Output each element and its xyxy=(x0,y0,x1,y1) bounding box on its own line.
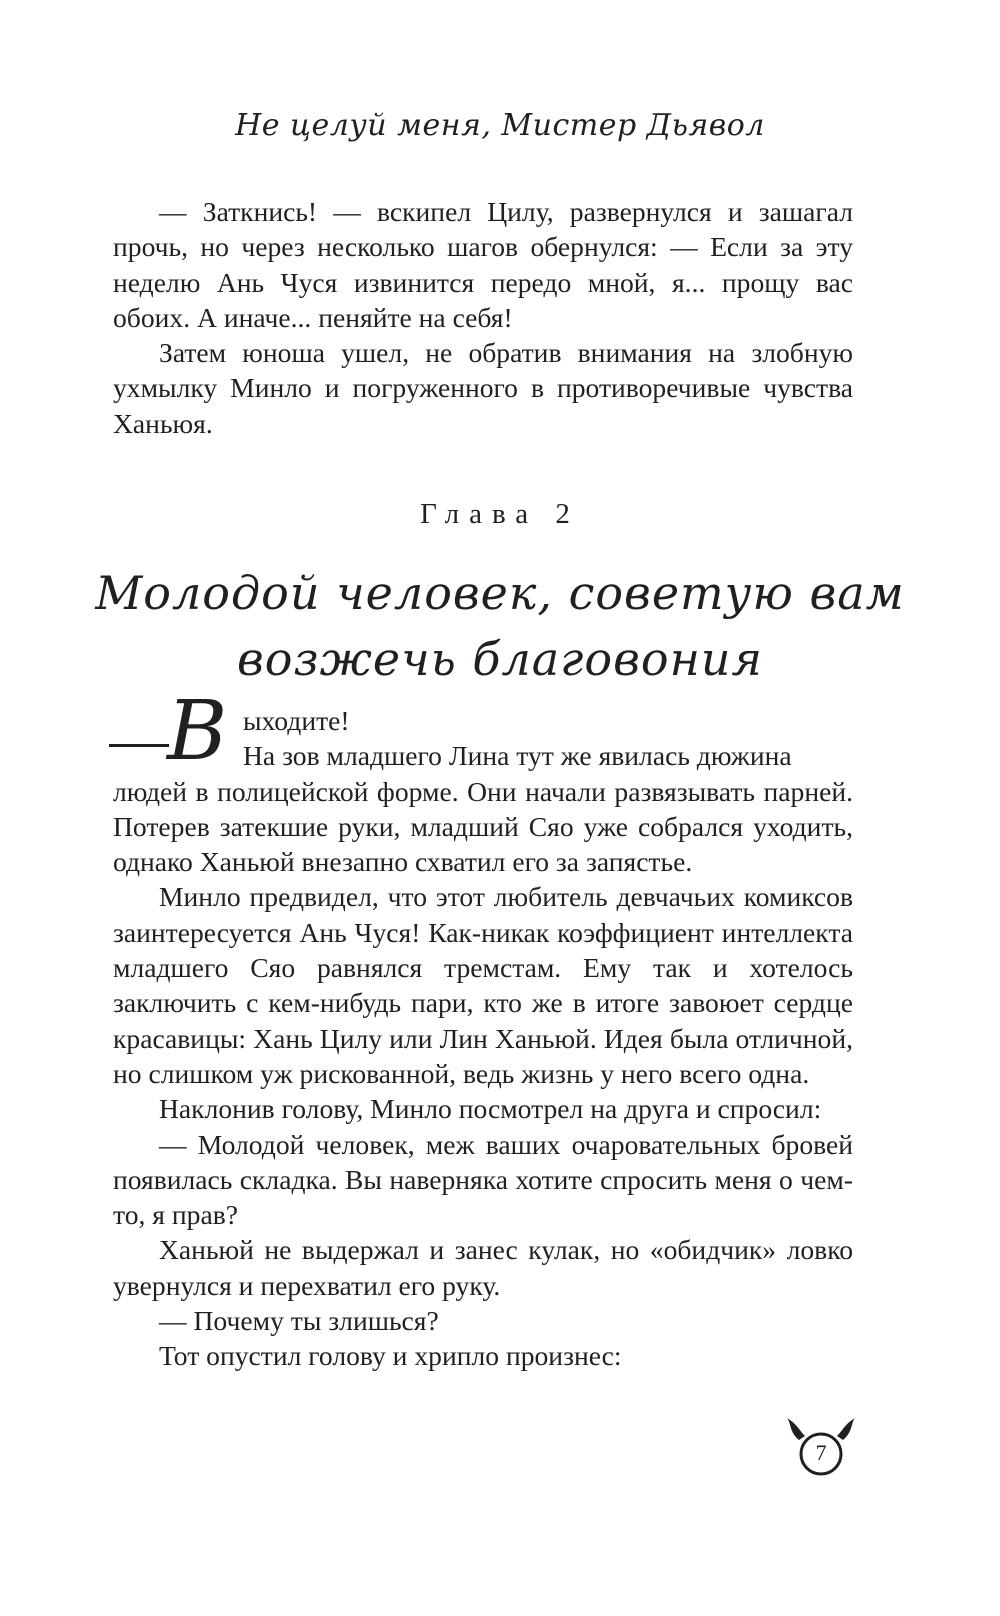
dropcap-paragraph xyxy=(113,684,853,779)
text-block-top xyxy=(113,194,853,441)
dropcap-dash xyxy=(109,744,169,747)
chapter-title xyxy=(0,560,1000,692)
dropcap-line: ыходите! xyxy=(243,705,350,736)
dropcap-line: На зов младшего Лина тут же явилась дюжина xyxy=(243,740,792,772)
page-number-badge xyxy=(785,1418,857,1478)
paragraph: Наклонив голову, Минло посмотрел на друга и спросил: xyxy=(159,1093,822,1125)
paragraph: Ханьюй не выдержал и занес кулак, но «обидчик» ловко увернулся и перехватил его руку. xyxy=(113,1234,853,1301)
paragraph: — Заткнись! — вскипел Цилу, развернулся и зашагал прочь, но через несколько шагов обернулся: — Если за эту неделю Ань Чуся извинится передо мной, я... прощу вас обоих. А иначе... пеняйте на себя! xyxy=(113,196,853,333)
paragraph: — Молодой человек, меж ваших очаровательных бровей появилась складка. Вы наверняка хотите спросить меня о чем-то, я прав? xyxy=(113,1128,853,1231)
dropcap-letter: В xyxy=(167,684,228,779)
paragraph: Тот опустил голову и хрипло произнес: xyxy=(159,1340,622,1372)
running-header: Не целуй меня, Мистер Дьявол xyxy=(235,108,765,143)
paragraph: Затем юноша ушел, не обратив внимания на злобную ухмылку Минло и погруженного в противоречивые чувства Ханьюя. xyxy=(113,337,853,439)
page-number: 7 xyxy=(815,1440,827,1465)
chapter-title-line: возжечь благовония xyxy=(237,632,763,686)
chapter-label: Глава 2 xyxy=(420,498,580,530)
paragraph: людей в полицейской форме. Они начали развязывать парней. Потерев затекшие руки, младший Сяо уже собрался уходить, однако Ханьюй внезапно схватил его за запястье. xyxy=(113,775,853,878)
text-block-main xyxy=(113,684,853,1374)
paragraph: Минло предвидел, что этот любитель девчачьих комиксов заинтересуется Ань Чуся! Как-никак коэффициент интеллекта младшего Сяо равнялся тремстам. Ему так и хотелось заключить с кем-нибудь пари, кто же в итоге завоюет сердце красавицы: Хань Цилу или Лин Ханьюй. Идея была отличной, но слишком уж рискованной, ведь жизнь у него всего одна. xyxy=(113,881,853,1089)
chapter-title-line: Молодой человек, советую вам xyxy=(95,566,905,620)
paragraph: — Почему ты злишься? xyxy=(159,1305,439,1337)
